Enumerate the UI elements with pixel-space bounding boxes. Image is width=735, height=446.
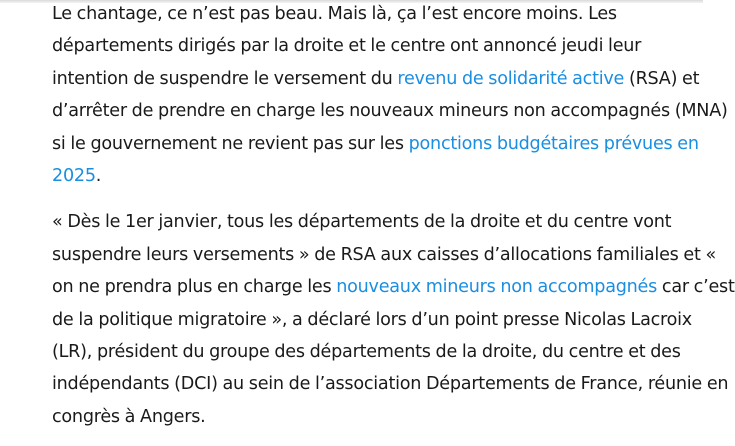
paragraph-2 [52,206,735,433]
paragraph-2-line-1: « Dès le 1er janvier, tous les départements de la droite et du centre vont [52,212,672,233]
link-ponctions-budgetaires[interactable]: ponctions budgétaires prévues en [408,133,699,154]
link-revenu-de-solidarite-active[interactable]: revenu de solidarité active [397,68,625,89]
text-segment: (RSA) et [624,68,700,89]
link-ponctions-budgetaires-continued[interactable]: 2025 [52,165,96,186]
text-segment: intention de suspendre le versement du [52,68,398,89]
text-segment: si le gouvernement ne revient pas sur les [52,133,409,154]
paragraph-1-line-3 [52,63,700,95]
paragraph-2-line-6: indépendants (DCI) au sein de l’association Départements de France, réunie en [52,374,729,395]
paragraph-1-line-5 [52,128,697,160]
link-nouveaux-mineurs-non-accompagnes[interactable]: nouveaux mineurs non accompagnés [336,277,658,298]
paragraph-2-line-7: congrès à Angers. [52,406,206,427]
text-segment: on ne prendra plus en charge les [52,277,337,298]
text-segment: . [95,165,102,186]
paragraph-1 [52,0,728,192]
paragraph-1-line-1: Le chantage, ce n’est pas beau. Mais là, ça l’est encore moins. Les [52,4,617,24]
text-segment: car c’est [657,277,735,298]
paragraph-1-line-4: d’arrêter de prendre en charge les nouveaux mineurs non accompagnés (MNA) [52,101,728,122]
paragraph-2-line-5: (LR), président du groupe des départements de la droite, du centre et des [52,341,681,362]
paragraph-2-line-4: de la politique migratoire », a déclaré lors d’un point presse Nicolas Lacroix [52,309,692,330]
paragraph-2-line-2: suspendre leurs versements » de RSA aux caisses d’allocations familiales et « [52,244,716,265]
article-body [52,0,735,433]
paragraph-2-line-3 [52,271,735,303]
paragraph-1-line-6 [52,160,697,192]
paragraph-1-line-2: départements dirigés par la droite et le centre ont annoncé jeudi leur [52,36,642,57]
